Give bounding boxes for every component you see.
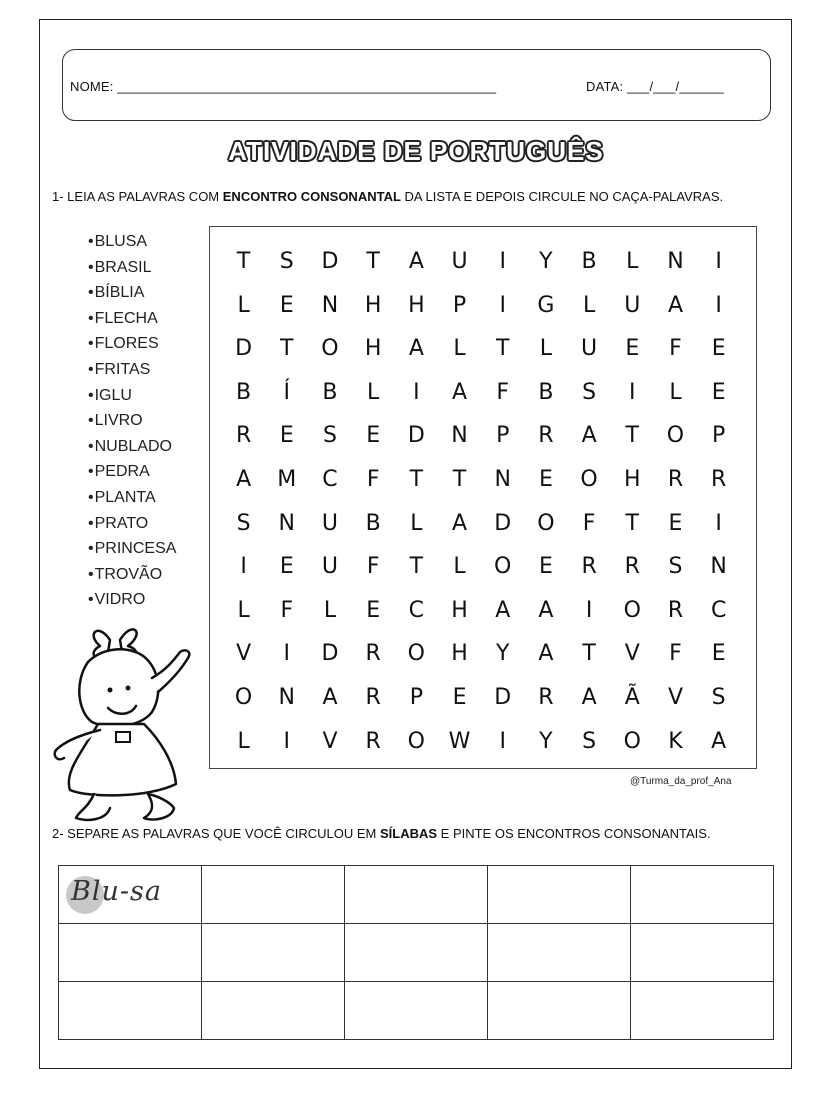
word-list-item: • PLANTA (88, 485, 176, 511)
grid-letter[interactable]: F (582, 510, 596, 536)
date-field[interactable]: DATA: ___/___/______ (586, 79, 724, 94)
word-list-item: • IGLU (88, 383, 176, 409)
grid-letter[interactable]: S (711, 684, 726, 710)
grid-letter[interactable]: E (711, 336, 726, 362)
grid-letter[interactable]: I (413, 379, 420, 405)
grid-letter[interactable]: O (623, 597, 641, 623)
grid-letter[interactable]: O (580, 466, 598, 492)
grid-letter[interactable]: U (321, 554, 339, 580)
grid-letter[interactable]: R (711, 466, 727, 492)
grid-letter[interactable]: T (452, 466, 467, 492)
grid-letter[interactable]: N (321, 292, 339, 318)
grid-letter[interactable]: D (494, 684, 512, 710)
grid-letter[interactable]: R (581, 554, 597, 580)
grid-letter[interactable]: R (667, 597, 684, 623)
answer-cell[interactable] (631, 982, 774, 1040)
table-row (59, 924, 774, 982)
grid-letter[interactable]: E (711, 379, 726, 405)
grid-letter[interactable]: I (499, 249, 506, 274)
word-list-item: • TROVÃO (88, 562, 176, 588)
grid-letter[interactable]: R (365, 684, 381, 710)
word-list-item: • VIDRO (88, 587, 176, 613)
grid-letter[interactable]: V (322, 728, 338, 754)
grid-letter[interactable]: Ã (624, 684, 640, 710)
grid-letter[interactable]: S (582, 728, 597, 754)
grid-letter[interactable]: L (539, 336, 553, 362)
word-list-item: • FLECHA (88, 306, 176, 332)
monica-character-illustration (48, 612, 198, 822)
grid-letter[interactable]: E (366, 597, 381, 623)
grid-letter[interactable]: D (235, 336, 253, 362)
grid-letter[interactable]: Í (283, 379, 291, 405)
word-list-item: • BLUSA (88, 229, 176, 255)
grid-letter[interactable]: V (236, 641, 252, 667)
grid-letter[interactable]: V (624, 641, 640, 667)
grid-letter[interactable]: E (625, 336, 640, 362)
instruction-1-pre: 1- LEIA AS PALAVRAS COM (52, 189, 223, 204)
table-row (59, 866, 774, 924)
grid-letter[interactable]: L (453, 554, 466, 580)
word-list-item: • NUBLADO (88, 434, 176, 460)
grid-letter[interactable]: Y (495, 641, 510, 667)
answer-cell[interactable] (202, 982, 345, 1040)
page-title: ATIVIDADE DE PORTUGUÊS (228, 136, 604, 166)
word-list-item: • LIVRO (88, 408, 176, 434)
instruction-2-bold: SÍLABAS (379, 826, 438, 841)
grid-letter[interactable]: N (278, 684, 296, 710)
grid-letter[interactable]: H (364, 292, 382, 318)
grid-letter[interactable]: T (409, 554, 424, 580)
word-list-item: • FLORES (88, 331, 176, 357)
grid-letter[interactable]: A (495, 597, 511, 623)
word-list-item: • PRATO (88, 511, 176, 537)
name-field[interactable]: NOME: ___________________________________________________ (70, 79, 497, 94)
instruction-1-bold: ENCONTRO CONSONANTAL (222, 189, 401, 204)
grid-letter[interactable]: A (452, 510, 468, 536)
grid-letter[interactable]: D (407, 423, 425, 449)
grid-letter[interactable]: F (280, 597, 294, 623)
grid-letter[interactable]: L (626, 249, 639, 274)
grid-letter[interactable]: P (409, 684, 423, 710)
grid-letter[interactable]: E (538, 466, 553, 492)
grid-letter[interactable]: R (365, 641, 381, 667)
grid-letter[interactable]: I (499, 292, 506, 318)
grid-letter[interactable]: D (321, 641, 339, 667)
grid-letter[interactable]: F (496, 379, 510, 405)
grid-letter[interactable]: O (666, 423, 685, 449)
grid-letter[interactable]: T (366, 249, 380, 274)
grid-letter[interactable]: O (537, 510, 555, 536)
answer-cell[interactable] (488, 982, 631, 1040)
grid-letter[interactable]: I (715, 292, 722, 318)
grid-letter[interactable]: L (582, 292, 596, 318)
grid-letter[interactable]: E (279, 292, 294, 318)
grid-letter[interactable]: A (322, 684, 338, 710)
grid-letter[interactable]: I (283, 641, 291, 667)
answer-cell[interactable] (345, 924, 488, 982)
answer-cell[interactable] (345, 866, 488, 924)
grid-letter[interactable]: T (409, 466, 424, 492)
grid-letter[interactable]: A (667, 292, 683, 318)
grid-letter[interactable]: R (365, 728, 381, 754)
grid-letter[interactable]: L (237, 292, 250, 318)
answer-cell[interactable] (202, 924, 345, 982)
word-list-item: • PEDRA (88, 459, 176, 485)
grid-letter[interactable]: S (668, 554, 683, 580)
grid-letter[interactable]: O (407, 641, 425, 667)
grid-letter[interactable]: I (283, 728, 291, 754)
grid-letter[interactable]: I (629, 379, 636, 405)
syllable-table (58, 865, 774, 1040)
grid-letter[interactable]: R (667, 466, 684, 492)
grid-letter[interactable]: P (452, 292, 467, 318)
grid-letter[interactable]: A (452, 379, 468, 405)
grid-letter[interactable]: R (538, 423, 554, 449)
grid-letter[interactable]: F (669, 641, 682, 667)
grid-letter[interactable]: B (236, 379, 252, 405)
instruction-2-post: E PINTE OS ENCONTROS CONSONANTAIS. (437, 826, 711, 841)
example-answer: Blu-sa (71, 876, 162, 907)
grid-letter[interactable]: T (280, 336, 294, 362)
grid-letter[interactable]: U (581, 336, 598, 362)
grid-letter[interactable]: L (367, 379, 380, 405)
table-row (59, 982, 774, 1040)
grid-letter[interactable]: A (538, 641, 554, 667)
answer-cell[interactable] (345, 982, 488, 1040)
grid-letter[interactable]: A (581, 423, 597, 449)
grid-letter[interactable]: A (408, 336, 424, 362)
grid-letter[interactable]: L (669, 379, 682, 405)
grid-letter[interactable]: E (711, 641, 726, 667)
grid-letter[interactable]: O (623, 728, 641, 754)
grid-letter[interactable]: E (668, 510, 683, 536)
grid-letter[interactable]: P (712, 423, 726, 449)
answer-cell[interactable] (202, 866, 345, 924)
grid-letter[interactable]: O (494, 554, 512, 580)
instruction-1 (52, 189, 723, 204)
grid-letter[interactable]: O (234, 684, 253, 710)
word-list-item: • BRASIL (88, 255, 176, 281)
grid-letter[interactable]: U (451, 249, 468, 274)
instruction-1-post: DA LISTA E DEPOIS CIRCULE NO CAÇA-PALAVRAS. (400, 189, 724, 204)
grid-letter[interactable]: A (538, 597, 554, 623)
grid-letter[interactable]: B (538, 379, 554, 405)
grid-letter[interactable]: N (710, 554, 727, 580)
answer-cell[interactable] (631, 866, 774, 924)
grid-letter[interactable]: A (711, 728, 727, 754)
grid-letter[interactable]: R (624, 554, 640, 580)
grid-letter[interactable]: A (581, 684, 597, 710)
grid-letter[interactable]: L (323, 597, 337, 623)
grid-letter[interactable]: T (625, 510, 639, 536)
grid-letter[interactable]: I (240, 554, 247, 580)
grid-letter[interactable]: T (236, 249, 251, 274)
grid-letter[interactable]: S (582, 379, 597, 405)
answer-cell[interactable] (488, 924, 631, 982)
grid-letter[interactable]: B (322, 379, 338, 405)
grid-letter[interactable]: D (494, 510, 512, 536)
grid-letter[interactable]: E (279, 423, 294, 449)
grid-letter[interactable]: O (321, 336, 339, 362)
grid-letter[interactable]: I (715, 249, 722, 274)
grid-letter[interactable]: E (452, 684, 467, 710)
grid-letter[interactable]: S (279, 249, 294, 274)
grid-letter[interactable]: C (710, 597, 727, 623)
grid-letter[interactable]: L (237, 728, 250, 754)
grid-letter[interactable]: N (494, 466, 511, 492)
grid-letter[interactable]: Y (539, 728, 553, 754)
word-search-grid (222, 240, 740, 763)
answer-cell[interactable] (59, 924, 202, 982)
grid-letter[interactable]: V (667, 684, 683, 710)
grid-letter[interactable]: F (366, 466, 380, 492)
instruction-2 (52, 826, 711, 841)
grid-letter[interactable]: L (237, 597, 250, 623)
grid-letter[interactable]: E (366, 423, 381, 449)
grid-letter[interactable]: P (496, 423, 510, 449)
grid-letter[interactable]: O (407, 728, 425, 754)
grid-letter[interactable]: H (408, 292, 425, 318)
grid-letter[interactable]: N (667, 249, 684, 274)
grid-letter[interactable]: F (669, 336, 682, 362)
grid-letter[interactable]: T (625, 423, 639, 449)
grid-letter[interactable]: U (321, 510, 339, 536)
answer-cell[interactable] (59, 866, 202, 924)
grid-letter[interactable]: I (499, 728, 506, 754)
grid-letter[interactable]: T (582, 641, 596, 667)
grid-letter[interactable]: C (408, 597, 425, 623)
grid-letter[interactable]: E (279, 554, 294, 580)
grid-letter[interactable]: H (364, 336, 382, 362)
grid-letter[interactable]: A (408, 249, 424, 274)
answer-cell[interactable] (59, 982, 202, 1040)
grid-letter[interactable]: H (451, 597, 468, 623)
grid-letter[interactable]: H (451, 641, 468, 667)
grid-letter[interactable]: L (410, 510, 423, 536)
answer-cell[interactable] (631, 924, 774, 982)
grid-letter[interactable]: F (366, 554, 380, 580)
grid-letter[interactable]: I (585, 597, 593, 623)
grid-letter[interactable]: C (322, 466, 338, 492)
answer-cell[interactable] (488, 866, 631, 924)
word-list-item: • FRITAS (88, 357, 176, 383)
grid-letter[interactable]: W (448, 728, 471, 754)
grid-letter[interactable]: Y (539, 249, 553, 274)
grid-letter[interactable]: N (278, 510, 296, 536)
grid-letter[interactable]: R (538, 684, 554, 710)
grid-letter[interactable]: N (451, 423, 468, 449)
grid-letter[interactable]: R (235, 423, 252, 449)
grid-letter[interactable]: K (668, 728, 683, 754)
grid-letter[interactable]: B (365, 510, 381, 536)
word-list-item: • BÍBLIA (88, 280, 176, 306)
word-list (88, 229, 176, 613)
instruction-2-pre: 2- SEPARE AS PALAVRAS QUE VOCÊ CIRCULOU EM (52, 826, 380, 841)
grid-letter[interactable]: B (581, 249, 597, 274)
grid-letter[interactable]: A (236, 466, 252, 492)
grid-letter[interactable]: M (277, 466, 297, 492)
grid-letter[interactable]: S (236, 510, 251, 536)
grid-letter[interactable]: T (495, 336, 510, 362)
grid-letter[interactable]: I (715, 510, 722, 536)
grid-letter[interactable]: G (537, 292, 555, 318)
grid-letter[interactable]: E (538, 554, 553, 580)
author-credit: @Turma_da_prof_Ana (630, 776, 732, 787)
word-list-item: • PRINCESA (88, 536, 176, 562)
grid-letter[interactable]: D (321, 249, 339, 274)
grid-letter[interactable]: S (322, 423, 337, 449)
grid-letter[interactable]: U (624, 292, 641, 318)
grid-letter[interactable]: L (453, 336, 466, 362)
grid-letter[interactable]: H (624, 466, 641, 492)
